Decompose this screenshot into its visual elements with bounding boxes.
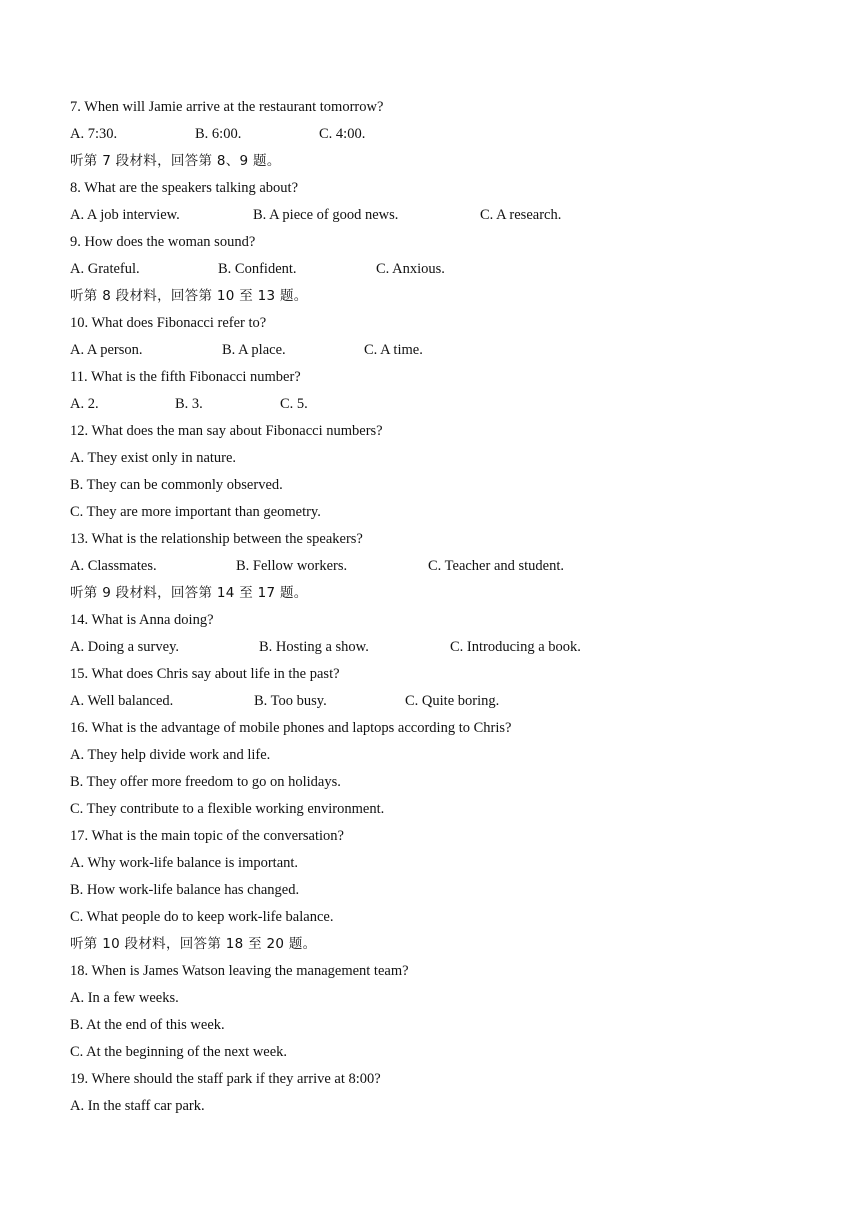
question-line: 17. What is the main topic of the conversation? [70,828,344,844]
question-line: 11. What is the fifth Fibonacci number? [70,369,301,385]
question-line: A. They help divide work and life. [70,747,271,763]
question-line: 9. How does the woman sound? [70,234,256,250]
answer-option: B. A place. [222,342,286,358]
question-line: 14. What is Anna doing? [70,612,214,628]
answer-option: A. A person. [70,342,143,358]
document-page [70,94,810,1120]
section-instruction: 听第 7 段材料，回答第 8、9 题。 [70,153,281,169]
answer-option: C. Introducing a book. [450,639,581,655]
question-line: 7. When will Jamie arrive at the restaurant tomorrow? [70,99,384,115]
question-line: C. They contribute to a flexible working environment. [70,801,385,817]
question-line: C. They are more important than geometry. [70,504,321,520]
answer-option: B. Fellow workers. [236,558,348,574]
question-line: B. They offer more freedom to go on holidays. [70,774,341,790]
section-instruction: 听第 9 段材料，回答第 14 至 17 题。 [70,585,308,601]
question-line: B. How work-life balance has changed. [70,882,300,898]
option-row [70,391,810,418]
answer-option: B. 3. [175,396,203,412]
question-line: 18. When is James Watson leaving the management team? [70,963,409,979]
answer-option: C. A research. [480,207,562,223]
question-line: A. They exist only in nature. [70,450,237,466]
answer-option: B. A piece of good news. [253,207,399,223]
answer-option: B. Too busy. [254,693,327,709]
question-line: 16. What is the advantage of mobile phones and laptops according to Chris? [70,720,512,736]
question-line: B. They can be commonly observed. [70,477,283,493]
option-row [70,688,810,715]
answer-option: B. Hosting a show. [259,639,369,655]
option-row [70,553,810,580]
option-row [70,634,810,661]
question-line: 8. What are the speakers talking about? [70,180,299,196]
question-line: A. In a few weeks. [70,990,179,1006]
answer-option: B. 6:00. [195,126,242,142]
option-row [70,337,810,364]
answer-option: C. A time. [364,342,423,358]
answer-option: A. Doing a survey. [70,639,179,655]
answer-option: C. Anxious. [376,261,445,277]
question-line: 13. What is the relationship between the speakers? [70,531,363,547]
answer-option: A. A job interview. [70,207,180,223]
answer-option: A. Grateful. [70,261,140,277]
answer-option: C. 4:00. [319,126,366,142]
answer-option: A. 2. [70,396,99,412]
answer-option: A. 7:30. [70,126,118,142]
option-row [70,256,810,283]
answer-option: C. 5. [280,396,308,412]
answer-option: A. Classmates. [70,558,157,574]
option-row [70,202,810,229]
question-line: C. What people do to keep work-life balance. [70,909,334,925]
question-line: 10. What does Fibonacci refer to? [70,315,267,331]
answer-option: A. Well balanced. [70,693,174,709]
question-line: 19. Where should the staff park if they arrive at 8:00? [70,1071,381,1087]
option-row [70,121,810,148]
question-line: 15. What does Chris say about life in the past? [70,666,340,682]
question-line: A. In the staff car park. [70,1098,205,1114]
section-instruction: 听第 8 段材料，回答第 10 至 13 题。 [70,288,308,304]
question-line: A. Why work-life balance is important. [70,855,299,871]
answer-option: B. Confident. [218,261,297,277]
answer-option: C. Quite boring. [405,693,500,709]
answer-option: C. Teacher and student. [428,558,565,574]
question-line: 12. What does the man say about Fibonacci numbers? [70,423,383,439]
question-line: B. At the end of this week. [70,1017,225,1033]
question-line: C. At the beginning of the next week. [70,1044,288,1060]
section-instruction: 听第 10 段材料，回答第 18 至 20 题。 [70,936,317,952]
